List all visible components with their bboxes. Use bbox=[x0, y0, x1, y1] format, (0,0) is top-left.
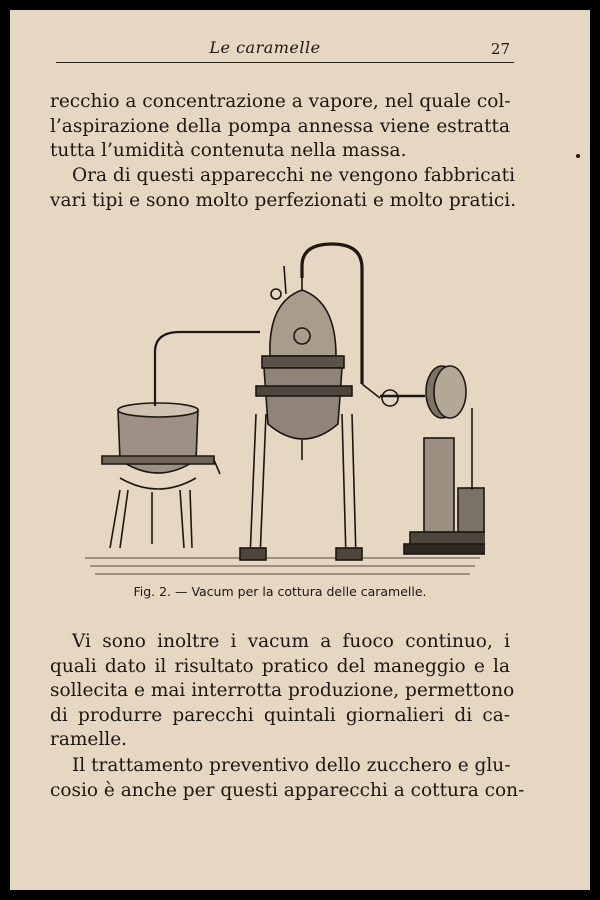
ink-speck bbox=[576, 154, 580, 158]
paragraph-2 bbox=[50, 164, 517, 213]
paragraph-1 bbox=[50, 90, 510, 164]
paragraph-3 bbox=[50, 630, 515, 753]
page-number: 27 bbox=[490, 40, 510, 58]
text-line: l’aspirazione della pompa annessa viene estratta bbox=[50, 115, 510, 137]
text-line: tutta l’umidità contenuta nella massa. bbox=[50, 140, 407, 162]
text-line: sollecita e mai interrotta produzione, permettono bbox=[50, 680, 515, 702]
book-page bbox=[10, 10, 590, 890]
text-line: recchio a concentrazione a vapore, nel quale col- bbox=[50, 91, 511, 112]
cooking-kettle bbox=[102, 403, 220, 548]
text-line: vari tipi e sono molto perfezionati e molto pratici. bbox=[50, 189, 517, 211]
running-header bbox=[50, 38, 510, 64]
vacuum-boiler bbox=[240, 266, 362, 560]
text-line: ramelle. bbox=[50, 729, 128, 751]
vacuum-apparatus-illustration bbox=[80, 228, 485, 580]
floor-hatching bbox=[85, 558, 480, 574]
figure-caption: Fig. 2. — Vacum per la cottura delle caramelle. bbox=[133, 584, 427, 599]
text-line: Il trattamento preventivo dello zucchero e glu- bbox=[72, 755, 511, 776]
text-line: cosio è anche per questi apparecchi a cottura con- bbox=[50, 779, 525, 801]
text-line: quali dato il risultato pratico del maneggio e la bbox=[50, 655, 510, 677]
text-line: Vi sono inoltre i vacum a fuoco continuo, i bbox=[72, 631, 510, 652]
vacuum-pump bbox=[380, 366, 485, 554]
paragraph-4 bbox=[50, 754, 525, 803]
running-title: Le caramelle bbox=[209, 38, 321, 57]
text-line: di produrre parecchi quintali giornalieri di ca- bbox=[50, 704, 510, 726]
text-line: Ora di questi apparecchi ne vengono fabbricati bbox=[72, 165, 515, 186]
suction-pipe bbox=[155, 332, 260, 406]
header-rule bbox=[56, 62, 514, 63]
